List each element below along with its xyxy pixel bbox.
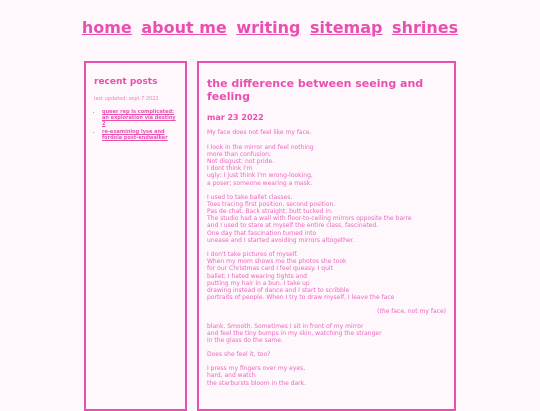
nav-link-shrines[interactable]: shrines — [392, 18, 459, 37]
poem-aside — [207, 308, 446, 315]
aside-rest: face, not my face) — [389, 308, 446, 316]
nav-link-writing[interactable]: writing — [236, 18, 301, 37]
recent-post-link[interactable]: re-examining lyse and fordola post-endwalker — [102, 129, 168, 141]
top-navigation — [0, 18, 540, 37]
sidebar-title: recent posts — [94, 77, 158, 87]
poem-stanza: My face does not feel like my face. — [207, 129, 312, 137]
list-item — [102, 130, 177, 142]
poem-stanza: Does she feel it, too? — [207, 351, 271, 359]
poem-stanza: blank. Smooth. Sometimes I sit in front of my mirror and feel the tiny bumps in my skin, watching the stranger in the glass do the same. — [207, 322, 382, 344]
nav-link-sitemap[interactable]: sitemap — [310, 18, 383, 37]
sidebar-recent-posts — [84, 61, 187, 411]
article-date: mar 23 2022 — [207, 113, 264, 123]
aside-open: ( — [377, 308, 380, 316]
list-item — [102, 110, 177, 127]
article-body — [207, 129, 446, 386]
recent-post-link[interactable]: queer rep is complicated: an exploration via destiny 2 — [102, 109, 176, 127]
article-panel — [197, 61, 456, 411]
poem-stanza: I look in the mirror and feel nothing more than confusion; Not disgust; not pride. I dont think I'm ugly; I just think I'm wrong-looking, a poser; someone wearing a mask. — [207, 143, 314, 187]
poem-stanza: I used to take ballet classes. Toes tracing first position, second position. Pas de chat. Back straight; butt tucked in. The studio had a wall with floor-to-ceiling mirrors opposite the barre and I used to stare at myself the entire class, fascinated. One day that fascination turned into unease and I started avoiding mirrors altogether. — [207, 193, 412, 244]
aside-emphasis: the — [379, 308, 390, 316]
poem-stanza: I press my fingers over my eyes, hard, and watch the starbursts bloom in the dark. — [207, 365, 306, 387]
poem-stanza: I don't take pictures of myself. When my mom shows me the photos she took for our Christmas card I feel queasy. I quit ballet; I hated wearing tights and putting my hair in a bun. I take up drawing instead of dance and I start to scribble portraits of people. When I try to draw myself, I leave the face — [207, 251, 395, 302]
article-title: the difference between seeing and feeling — [207, 77, 424, 104]
recent-posts-list — [94, 110, 177, 142]
nav-link-about-me[interactable]: about me — [141, 18, 227, 37]
last-updated-text: last updated: sept 7 2022 — [94, 96, 159, 102]
nav-link-home[interactable]: home — [81, 18, 132, 37]
